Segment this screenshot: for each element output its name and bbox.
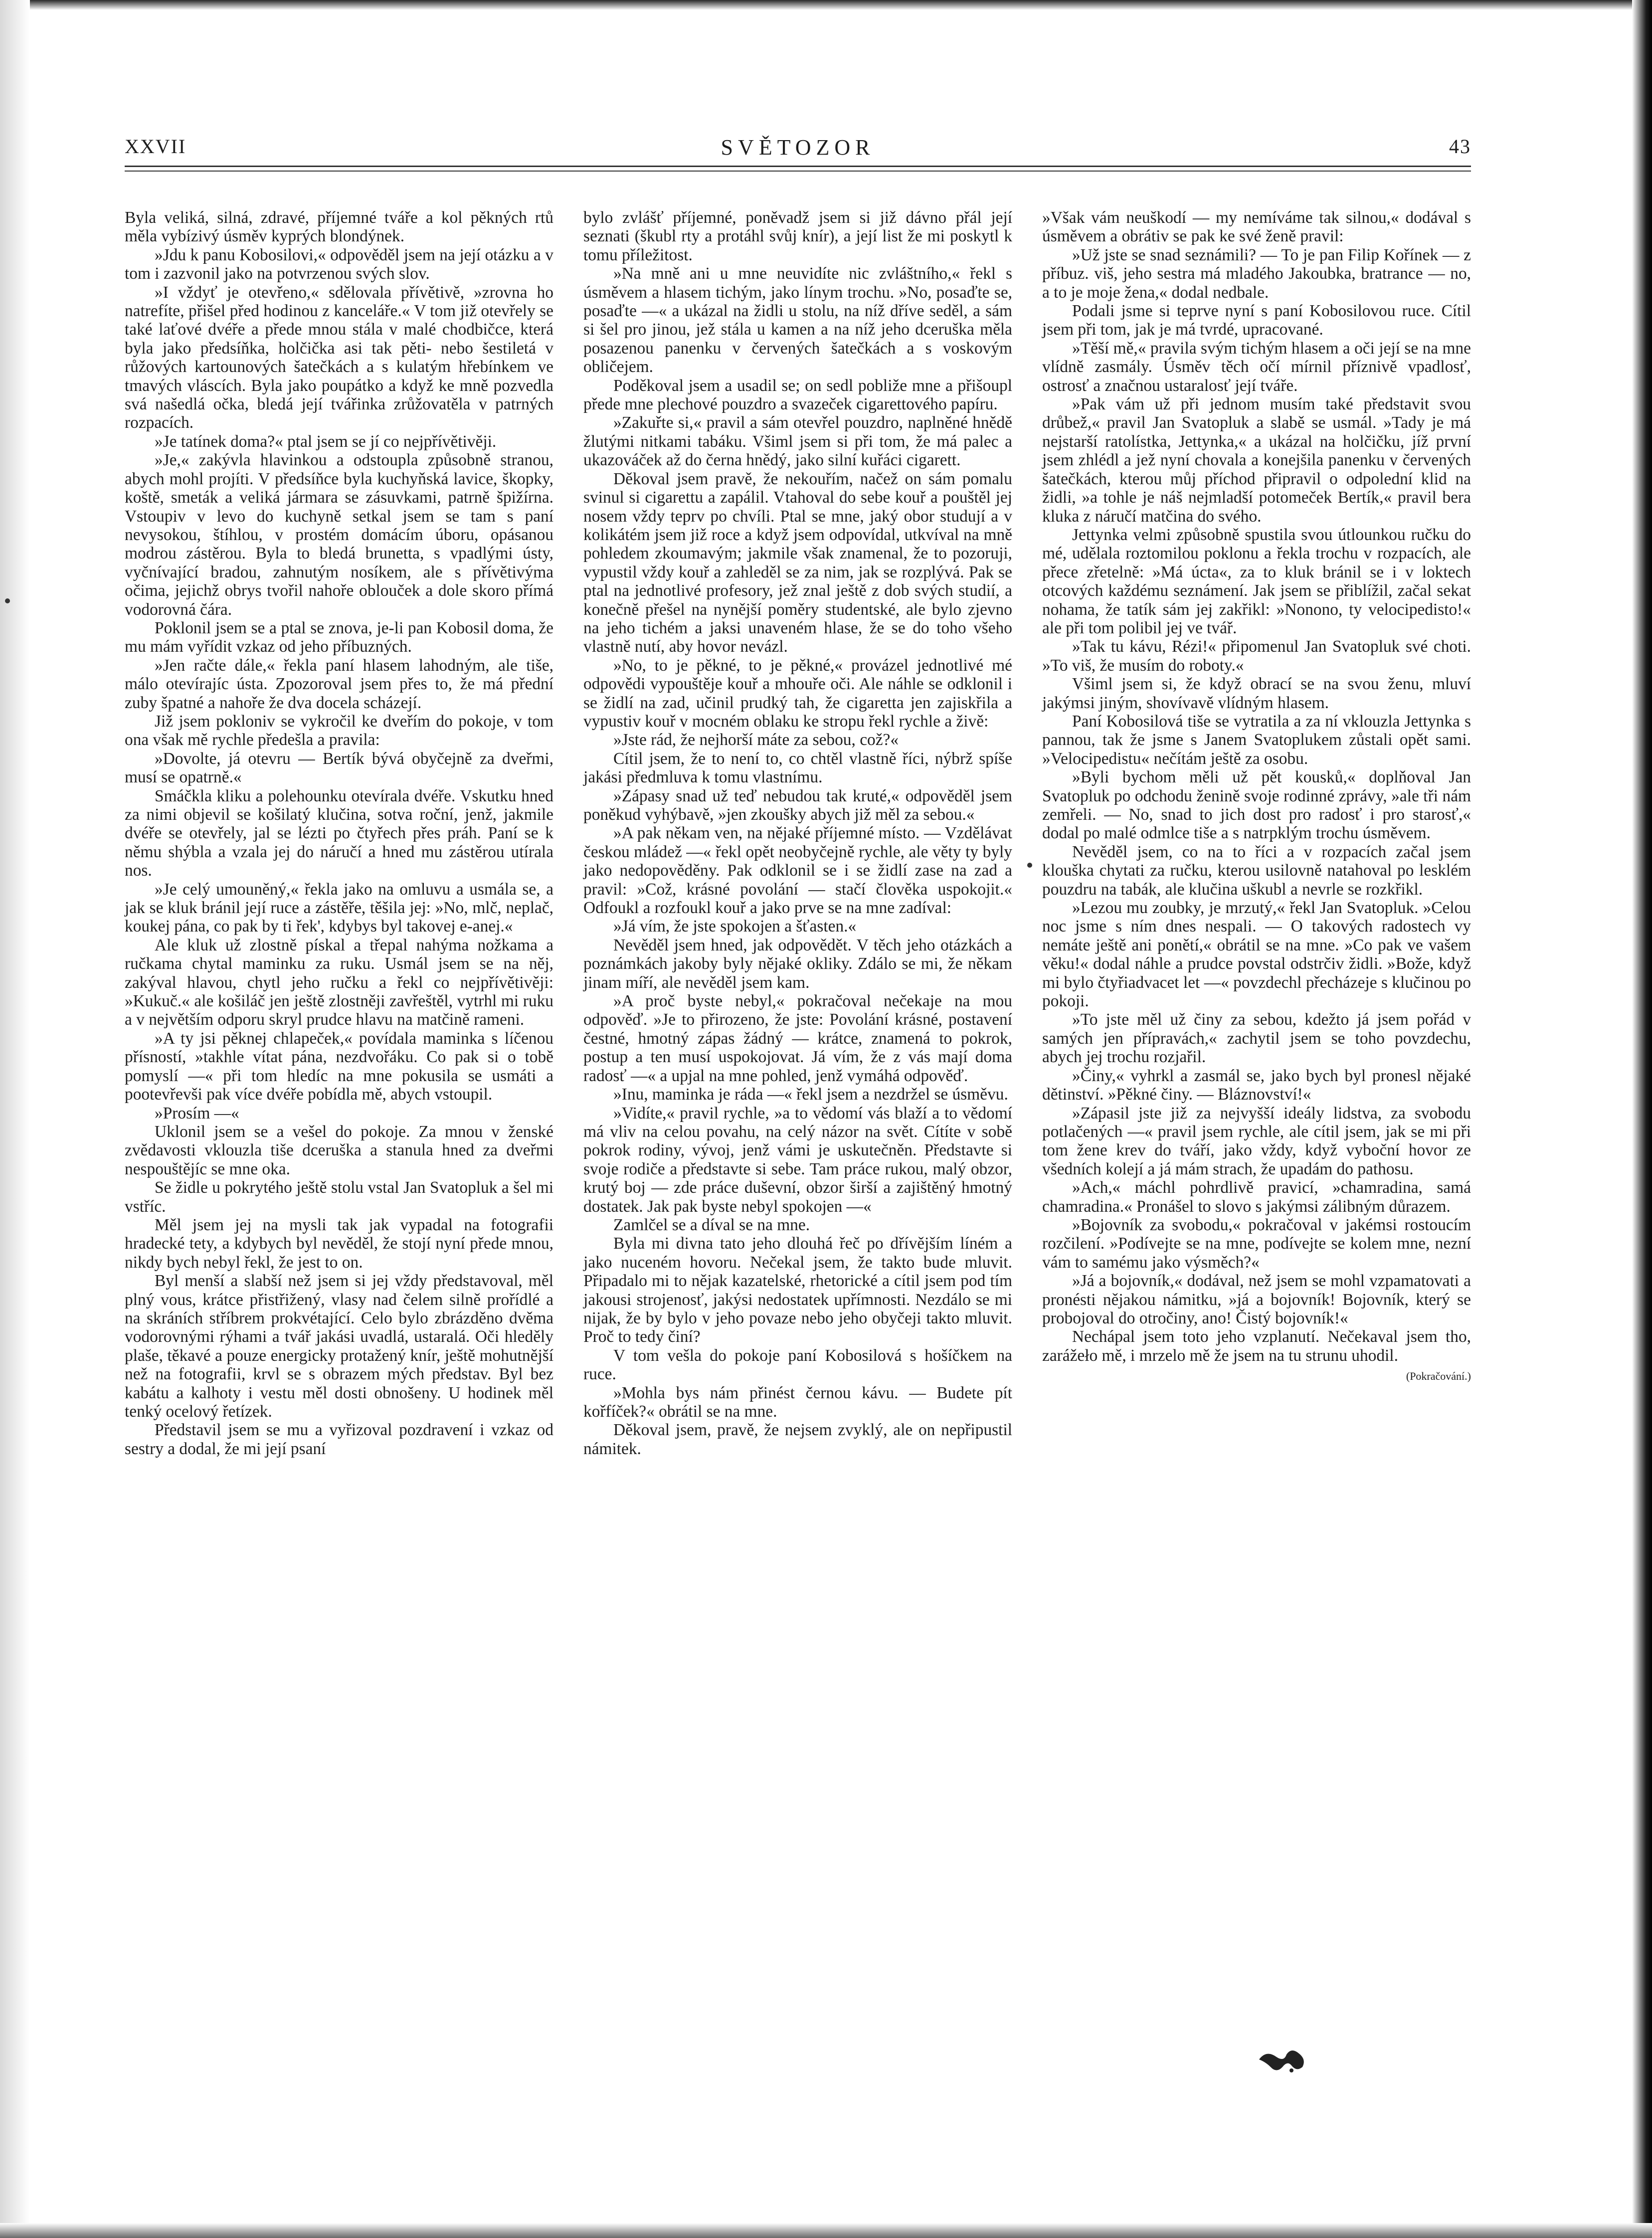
paragraph (1042, 1327, 1471, 1383)
paragraph: Podali jsme si teprve nyní s paní Kobosilovou ruce. Cítil jsem při tom, jak je má tvrdé, upracované. (1042, 302, 1471, 339)
volume-number: XXVII (125, 135, 186, 158)
paragraph: »I vždyť je otevřeno,« sdělovala přívětivě, »zrovna ho natrefíte, přišel před hodinou z kanceláře.« V tom již otevřely se také laťové dvéře a přede mnou stála v malé chodbičce, která byla jako předsíňka, holčička asi tak pěti- nebo šestiletá v růžových kartounových šatečkách a s kulatým hřebínkem ve tmavých vláscích. Byla jako poupátko a když ke mně pozvedla svá našedlá očka, bledá její tvářinka zrůžovatěla v patrných rozpacích. (125, 283, 553, 432)
paragraph: Jettynka velmi způsobně spustila svou útlounkou ručku do mé, udělala roztomilou poklonu a řekla trochu v rozpacích, ale přece zřetelně: »Má úcta«, za to kluk bránil se i v loktech otcových každému seznámení. Jak jsem se přiblížil, začal sekat nohama, že tatík sám jej zakřikl: »Nonono, ty velocipedisto!« ale při tom polibil jej ve tvář. (1042, 525, 1471, 637)
scan-edge-top (0, 0, 1652, 10)
paragraph: Se židle u pokrytého ještě stolu vstal Jan Svatopluk a šel mi vstříc. (125, 1178, 553, 1216)
paragraph: »Prosím —« (155, 1104, 239, 1122)
paragraph: »Byli bychom měli už pět kousků,« doplňoval Jan Svatopluk po odchodu ženině svoje rodinné zprávy, »ale tři nám zemřeli. — No, snad to jich dost pro radosť i pro starosť,« dodal po malé odmlce tiše a s natrpklým trochu úsměvem. (1042, 768, 1471, 843)
paragraph: »Bojovník za svobodu,« pokračoval v jakémsi rostoucím rozčilení. »Podívejte se na mne, podívejte se kolem mne, nezní vám to samému jako výsměch?« (1042, 1215, 1471, 1272)
paragraph: Děkoval jsem pravě, že nekouřím, načež on sám pomalu svinul si cigarettu a zapálil. Vtahoval do sebe kouř a pouštěl jej nosem vždy teprv po chvíli. Ptal se mne, jaký obor studují a v kolikátém jsem již roce a když jsem odpovídal, utkvíval na mně pohledem zkoumavým; jakmile však znamenal, že to pozoruji, vypustil vždy kouř a zahleděl se za nim, jak se rozplývá. Pak se ptal na jednotlivé profesory, jež znal ještě z dob svých studií, a konečně přešel na nynější poměry studentské, ale bylo zjevno na jeho tichém a jaksi unaveném hlase, že se do toho všeho vlastně nutí, aby hovor nevázl. (583, 469, 1012, 656)
header-rule-thin (125, 171, 1471, 172)
paragraph: »Inu, maminka je ráda —« řekl jsem a nezdržel se úsměvu. (613, 1085, 1008, 1104)
paragraph: Smáčkla kliku a polehounku otevírala dvéře. Vskutku hned za nimi objevil se košilatý klučina, sotva roční, jenž, jakmile dvéře se otevřely, jal se lézti po čtyřech přes práh. Paní se k němu shýbla a vzala jej do náručí a hned mu zástěrou utírala nos. (125, 786, 553, 880)
scan-speck (5, 598, 10, 603)
paragraph: Poklonil jsem se a ptal se znova, je-li pan Kobosil doma, že mu mám vyřídit vzkaz od jeho příbuzných. (125, 618, 553, 656)
paragraph: »Je celý umouněný,« řekla jako na omluvu a usmála se, a jak se kluk bránil její ruce a zástěře, těšila jej: »No, mlč, neplač, koukej pána, co pak by ti řek', kdybys byl takovej e-anej.« (125, 880, 553, 936)
paragraph: bylo zvlášť příjemné, poněvadž jsem si již dávno přál její seznati (škubl rty a protáhl svůj knír), a její list že mi poskytl k tomu příležitost. (583, 208, 1012, 264)
paragraph: Ale kluk už zlostně pískal a třepal nahýma nožkama a ručkama chytal maminku za ruku. Usmál jsem se na něj, zakýval hlavou, chytl jeho ručku a řekl co nejpřívětivěji: »Kukuč.« ale košiláč jen ještě zlostněji zavřeštěl, vytrhl mi ruku a v největším odporu skryl prudce hlavu na matčině rameni. (125, 935, 553, 1029)
paragraph: »A proč byste nebyl,« pokračoval nečekaje na mou odpověď. »Je to přirozeno, že jste: Povolání krásné, postavení čestné, hmotný zápas žádný — krátce, znamená to pokrok, postup a ten musí uspokojovat. Já vím, že z vás mají doma radosť —« a upjal na mne pohled, jenž vymáhá odpověď. (583, 992, 1012, 1085)
paragraph: Nevěděl jsem, co na to říci a v rozpacích začal jsem klouška chytati za ručku, kterou usilovně natahoval po lesklém pouzdru na tabák, ale klučina uškubl a nevrle se rozkřikl. (1042, 842, 1471, 899)
printer-ornament-icon (1257, 2045, 1311, 2074)
paragraph: »Já a bojovník,« dodával, než jsem se mohl vzpamatovati a pronésti nějakou námitku, »já a bojovník! Bojovník, který se probojoval do otročiny, ano! Čistý bojovník!« (1042, 1272, 1471, 1327)
paragraph: »Lezou mu zoubky, je mrzutý,« řekl Jan Svatopluk. »Celou noc jsme s ním dnes nespali. — O takových radostech vy nemáte ještě ani ponětí,« obrátil se na mne. »Co pak ve vašem věku!« dodal náhle a prudce povstal odstrčiv židli. »Bože, když mi bylo čtyřiadvacet let —« povzdechl přecházeje s klučinou po pokoji. (1042, 899, 1471, 1011)
paragraph: Byl menší a slabší než jsem si jej vždy představoval, měl plný vous, krátce přistřižený, vlasy nad čelem silně prořídlé a na skráních stříbrem prokvétající. Celo bylo zbrázděno dvěma vodorovnými rýhami a tvář jakási uvadlá, ustaralá. Oči hleděly plaše, těkavé a pouze energicky protažený knír, ještě mohutnější než na fotografii, krvl se s obrazem mých představ. Byl bez kabátu a kalhoty i vestu měl dosti obnošeny. U hodinek měl tenký ocelový řetízek. (125, 1272, 553, 1421)
paragraph: »Zápasy snad už teď nebudou tak kruté,« odpověděl jsem poněkud vyhýbavě, »jen zkoušky abych již měl za sebou.« (583, 786, 1012, 824)
paragraph: »Ach,« máchl pohrdlivě pravicí, »chamradina, samá chamradina.« Pronášel to slovo s jakýmsi zálibným důrazem. (1042, 1178, 1471, 1216)
paragraph: Děkoval jsem, pravě, že nejsem zvyklý, ale on nepřipustil námitek. (583, 1421, 1012, 1458)
paragraph: Byla mi divna tato jeho dlouhá řeč po dřívějším líném a jako nuceném hovoru. Nečekal jsem, že takto bude mluvit. Připadalo mi to nějak kazatelské, rhetorické a cítil jsem pod tím jakousi strojenosť, jakýsi nedostatek upřímnosti. Nezdálo se mi nijak, že by bylo v jeho povaze nebo jeho obyčeji takto mluvit. Proč to tedy činí? (583, 1234, 1012, 1346)
paragraph: »No, to je pěkné, to je pěkné,« provázel jednotlivé mé odpovědi vypouštěje kouř a mhouře oči. Ale náhle se odklonil i se židlí na zad, učinil prudký tah, že cigaretta jen zajiskřila a vypustiv kouř v mocném oblaku ke stropu řekl rychle a živě: (583, 656, 1012, 731)
paragraph: »Tak tu kávu, Rézi!« připomenul Jan Svatopluk své choti. »To viš, že musím do roboty.« (1042, 637, 1471, 675)
paragraph: »Mohla bys nám přinést černou kávu. — Budete pít kořfíček?« obrátil se na mne. (583, 1383, 1012, 1421)
paragraph: Cítil jsem, že to není to, co chtěl vlastně říci, nýbrž spíše jakási předmluva k tomu vlastnímu. (583, 749, 1012, 787)
running-header (125, 135, 1471, 160)
paragraph: Všiml jsem si, že když obrací se na svou ženu, mluví jakýmsi jiným, shovívavě vlídným hlasem. (1042, 675, 1471, 712)
paragraph: »Vidíte,« pravil rychle, »a to vědomí vás blaží a to vědomí má vliv na celou povahu, na celý názor na svět. Cítíte v sobě pokrok rodiny, vývoj, jenž vámi je uskutečněn. Představte si svoje rodiče a představte si sebe. Tam práce rukou, malý obzor, krutý boj — zde práce duševní, obzor širší a zajištěný hmotný dostatek. Jak pak byste nebyl spokojen —« (583, 1104, 1012, 1216)
paragraph: »A pak někam ven, na nějaké příjemné místo. — Vzdělávat českou mládež —« řekl opět neobyčejně rychle, ale věty ty byly jako nedopověděny. Pak odklonil se i se židlí zase na zad a pravil: »Což, krásné povolání — stačí člověka uspokojit.« Odfoukl a rozfoukl kouř a jako prve se na mne zadíval: (583, 824, 1012, 918)
text-column-2 (583, 208, 1012, 1458)
paragraph: »Jste rád, že nejhorší máte za sebou, což?« (613, 731, 899, 749)
paragraph: »Zakuřte si,« pravil a sám otevřel pouzdro, naplněné hnědě žlutými nitkami tabáku. Všiml jsem si při tom, že má palec a ukazováček až do černa hnědý, jako silní kuřáci cigarett. (583, 413, 1012, 470)
paragraph: »Je,« zakývla hlavinkou a odstoupla způsobně stranou, abych mohl projíti. V předsíňce byla kuchyňská lavice, škopky, koště, smeták a veliká jármara se zásuvkami, patrně špižírna. Vstoupiv v levo do kuchyně setkal jsem se tam s paní nevysokou, štíhlou, v prostém domácím úboru, opásanou modrou zástěrou. Byla to bledá brunetta, s vpadlými ústy, vyčnívající bradou, zahnutým nosíkem, ale s přívětivýma očima, jejichž obrys tvořil nahoře oblouček a dole skoro přímá vodorovná čára. (125, 451, 553, 619)
paragraph: Nevěděl jsem hned, jak odpovědět. V těch jeho otázkách a poznámkách jakoby byly nějaké okliky. Zdálo se mi, že někam jinam míří, ale nevěděl jsem kam. (583, 935, 1012, 992)
page-number: 43 (1449, 135, 1471, 158)
journal-title: SVĚTOZOR (721, 135, 875, 160)
paragraph: »Dovolte, já otevru — Bertík bývá obyčejně za dveřmi, musí se opatrně.« (125, 749, 553, 787)
paragraph: »Těší mě,« pravila svým tichým hlasem a oči její se na mne vlídně zasmály. Úsměv těch očí mírnil příznivě vpadlosť, ostrosť a značnou ustaralosť její tváře. (1042, 339, 1471, 395)
paragraph: Byla veliká, silná, zdravé, příjemné tváře a kol pěkných rtů měla vybízivý úsměv kyprých blondýnek. (125, 208, 553, 246)
paragraph: Již jsem pokloniv se vykročil ke dveřím do pokoje, v tom ona však mě rychle předešla a pravila: (125, 712, 553, 749)
paragraph-text: Nechápal jsem toto jeho vzplanutí. Nečekaval jsem tho, zarážeło mě, i mrzelo mě že jsem na tu strunu uhodil. (1042, 1327, 1471, 1365)
paragraph: Poděkoval jsem a usadil se; on sedl pobliže mne a přišoupl přede mne plechové pouzdro a svazeček cigarettového papíru. (583, 376, 1012, 414)
paragraph: V tom vešla do pokoje paní Kobosilová s hošíčkem na ruce. (583, 1346, 1012, 1384)
paragraph: »Však vám neuškodí — my nemíváme tak silnou,« dodával s úsměvem a obrátiv se pak ke své ženě pravil: (1042, 208, 1471, 246)
paragraph: Uklonil jsem se a vešel do pokoje. Za mnou v ženské zvědavosti vklouzla tiše dceruška a stanula hned za dveřmi nespouštějíc se mne oka. (125, 1122, 553, 1178)
continuation-note: (Pokračování.) (1406, 1370, 1471, 1383)
paragraph: Představil jsem se mu a vyřizoval pozdravení i vzkaz od sestry a dodal, že mi její psaní (125, 1421, 553, 1458)
paragraph: »Pak vám už při jednom musím také představit svou drůbež,« pravil Jan Svatopluk a slabě se usmál. »Tady je má nejstarší ratolístka, Jettynka,« a ukázal na holčičku, jíž první jsem zhlédl a jež nyní chovala a konejšila panenku v červených šatečkách, kterou můj příchod připravil o odpolední klid na židli, »a tohle je náš nejmladší potomeček Bertík,« pravil bera kluka z náručí matčina do svého. (1042, 395, 1471, 526)
paragraph: »Já vím, že jste spokojen a šťasten.« (613, 917, 857, 936)
paragraph: »Na mně ani u mne neuvidíte nic zvláštního,« řekl s úsměvem a hlasem tichým, jako línym trochu. »No, posaďte se, posaďte —« a ukázal na židli u stolu, na níž dříve seděl, a sám si šel pro jinou, jež stála u kamen a na níž jeho dceruška měla posazenou panenku v červených šatečkách a s voskovým obličejem. (583, 264, 1012, 376)
paragraph: Paní Kobosilová tiše se vytratila a za ní vklouzla Jettynka s pannou, tak že jsme s Janem Svatoplukem zůstali opět sami. »Velocipedistu« nečítám ještě za osobu. (1042, 712, 1471, 768)
paragraph: »Zápasil jste již za nejvyšší ideály lidstva, za svobodu potlačených —« pravil jsem rychle, ale cítil jsem, jak se mi při tom žene krev do tváří, jako vždy, když vyboční hovor ze všedních kolejí a já mám strach, že upadám do pathosu. (1042, 1104, 1471, 1178)
paragraph: »Už jste se snad seznámili? — To je pan Filip Kořínek — z příbuz. viš, jeho sestra má mladého Jakoubka, bratrance — no, a to je moje žena,« dodal nedbale. (1042, 245, 1471, 302)
text-column-3 (1042, 208, 1471, 1386)
paragraph: Zamlčel se a díval se na mne. (613, 1215, 810, 1234)
magazine-page (125, 125, 1471, 2094)
paragraph: »Činy,« vyhrkl a zasmál se, jako bych byl pronesl nějaké dětinství. »Pěkné činy. — Bláznovství!« (1042, 1066, 1471, 1104)
paragraph: »Jen račte dále,« řekla paní hlasem lahodným, ale tiše, málo otevírajíc ústa. Zpozoroval jsem přes to, že má přední zuby špatné a nahoře že dva docela scházejí. (125, 656, 553, 712)
header-rule (125, 166, 1471, 167)
paragraph: »A ty jsi pěknej chlapeček,« povídala maminka s líčenou přísností, »takhle vítat pána, nezdvořáku. Co pak si o tobě pomyslí —« při tom hledíc na mne pokusila se usmáti a pootevřevši pak více dvéře pobídla mě, abych vstoupil. (125, 1029, 553, 1104)
paragraph: »Jdu k panu Kobosilovi,« odpověděl jsem na její otázku a v tom i zazvonil jako na potvrzenou svých slov. (125, 245, 553, 283)
paragraph: »Je tatínek doma?« ptal jsem se jí co nejpřívětivěji. (155, 432, 497, 451)
paragraph: »To jste měl už činy za sebou, kdežto já jsem pořád v samých jen přípravách,« zachytil jsem se toho povzdechu, abych jej trochu rozjařil. (1042, 1010, 1471, 1067)
scan-speck (1027, 863, 1032, 868)
text-column-1 (125, 208, 553, 1458)
paragraph: Měl jsem jej na mysli tak jak vypadal na fotografii hradecké tety, a kdybych byl nevěděl, že stojí nyní přede mnou, nikdy bych nebyl řekl, že jest to on. (125, 1215, 553, 1272)
scan-edge-bottom (0, 2223, 1652, 2238)
scan-edge-left (0, 0, 30, 2238)
scan-edge-right (1632, 0, 1652, 2238)
